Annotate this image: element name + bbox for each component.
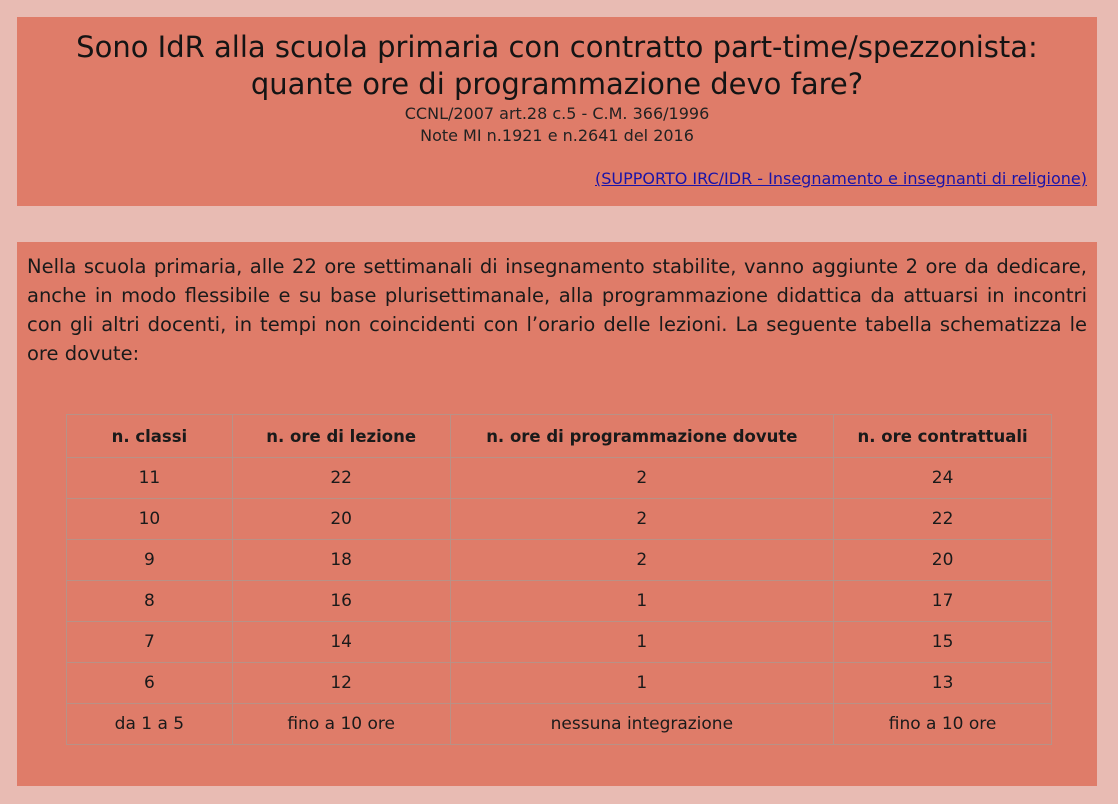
table-row [67,581,1052,622]
table-cell: 20 [232,499,450,540]
table-cell: 2 [450,458,834,499]
table-cell: 1 [450,622,834,663]
table-cell: 24 [834,458,1052,499]
table-cell: 18 [232,540,450,581]
table-row [67,540,1052,581]
table-cell: da 1 a 5 [67,704,233,745]
subtitle-line-1: CCNL/2007 art.28 c.5 - C.M. 366/1996 [404,104,710,123]
page-title [17,29,1097,103]
table-row [67,458,1052,499]
table-cell: 2 [450,499,834,540]
table-cell: 16 [232,581,450,622]
subtitle-line-2: Note MI n.1921 e n.2641 del 2016 [420,126,694,145]
header-cell-classi: n. classi [67,415,233,458]
table-cell: fino a 10 ore [834,704,1052,745]
table-cell: 14 [232,622,450,663]
table-cell: 22 [232,458,450,499]
table-cell: 17 [834,581,1052,622]
subtitle [17,103,1097,147]
table-cell: 2 [450,540,834,581]
content-box [17,242,1097,786]
table-cell: 15 [834,622,1052,663]
title-line-2: quante ore di programmazione devo fare? [250,67,864,101]
hours-table [66,414,1052,745]
table-cell: fino a 10 ore [232,704,450,745]
table-cell: 22 [834,499,1052,540]
table-cell: 1 [450,581,834,622]
table-cell: 12 [232,663,450,704]
header-box [17,17,1097,206]
table-cell: 7 [67,622,233,663]
table-cell: 8 [67,581,233,622]
intro-paragraph: Nella scuola primaria, alle 22 ore settimanali di insegnamento stabilite, vanno aggiunte 2 ore da dedicare, anche in modo flessibile e su base plurisettimanale, alla programmazione didattica da attuarsi in incontri con gli altri docenti, in tempi non coincidenti con l’orario delle lezioni. La seguente tabella schematizza le ore dovute: [27,255,1087,365]
table-cell: 20 [834,540,1052,581]
link-row [595,169,1087,188]
table-header-row [67,415,1052,458]
title-line-1: Sono IdR alla scuola primaria con contratto part-time/spezzonista: [76,30,1038,64]
table-row [67,704,1052,745]
table-cell: 6 [67,663,233,704]
header-cell-ore-lezione: n. ore di lezione [232,415,450,458]
header-cell-ore-contrattuali: n. ore contrattuali [834,415,1052,458]
table-cell: 9 [67,540,233,581]
header-cell-ore-programmazione: n. ore di programmazione dovute [450,415,834,458]
table-cell: 13 [834,663,1052,704]
table-row [67,622,1052,663]
table-cell: 10 [67,499,233,540]
table-cell: nessuna integrazione [450,704,834,745]
table-cell: 11 [67,458,233,499]
table-row [67,499,1052,540]
table-row [67,663,1052,704]
table-cell: 1 [450,663,834,704]
support-link[interactable]: (SUPPORTO IRC/IDR - Insegnamento e insegnanti di religione) [595,169,1087,188]
